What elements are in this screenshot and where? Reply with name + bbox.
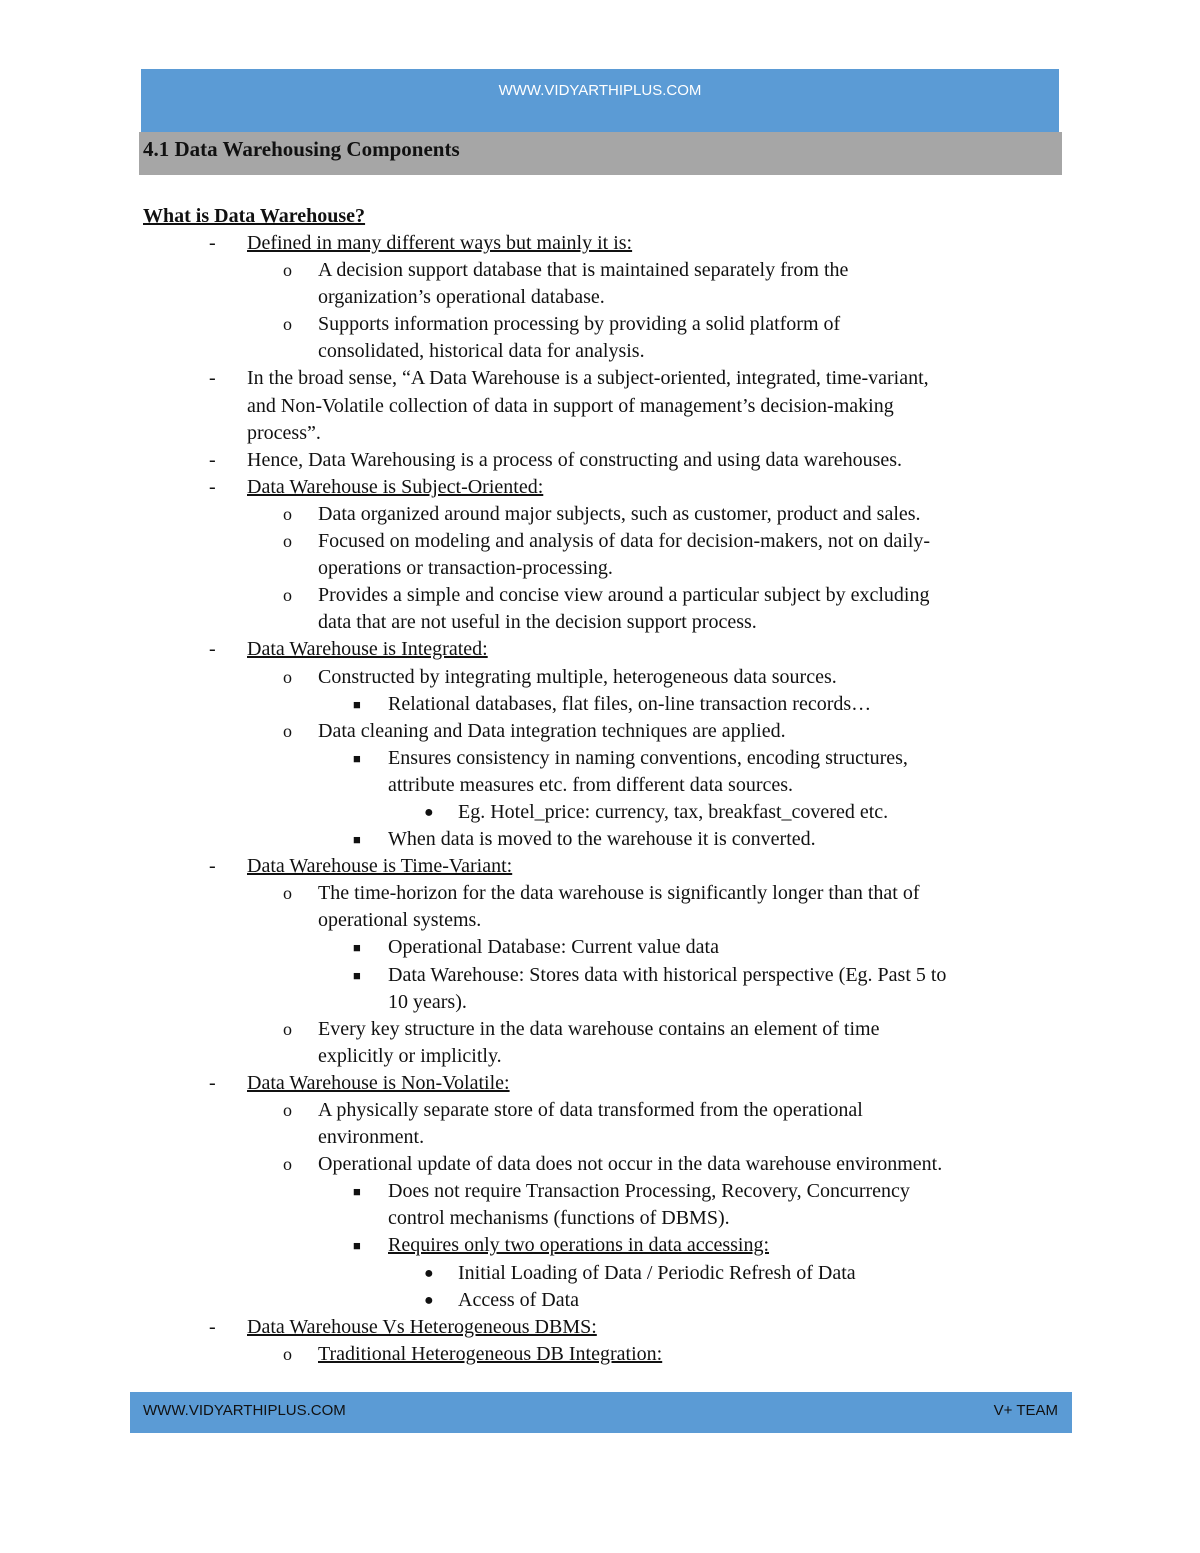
bullet-marker: -	[209, 1071, 216, 1094]
list-line-text: Data Warehouse is Time-Variant:	[247, 855, 513, 878]
list-line-text: A decision support database that is maintained separately from the	[318, 259, 849, 282]
list-line-text: 10 years).	[388, 990, 467, 1013]
list-line	[143, 718, 1068, 745]
list-line	[143, 1232, 1068, 1259]
bullet-marker: o	[283, 503, 292, 524]
list-line	[143, 1314, 1068, 1341]
list-line	[143, 555, 1068, 582]
bullet-marker: o	[283, 1100, 292, 1120]
header-site-text: WWW.VIDYARTHIPLUS.COM	[498, 82, 702, 99]
bullet-marker: o	[283, 1018, 292, 1039]
list-line-text: The time-horizon for the data warehouse is significantly longer than that of	[318, 882, 920, 905]
list-line	[143, 853, 1068, 880]
bullet-marker: o	[283, 314, 292, 335]
list-line-text: Ensures consistency in naming conventions, encoding structures,	[388, 746, 908, 769]
bullet-marker: -	[209, 475, 216, 498]
bullet-marker: o	[283, 1154, 292, 1175]
list-line	[143, 1151, 1068, 1178]
list-line	[143, 799, 1068, 826]
list-line	[143, 691, 1068, 718]
list-line-text: When data is moved to the warehouse it is converted.	[388, 828, 816, 851]
bullet-marker: ■	[353, 696, 361, 712]
list-line	[143, 772, 1068, 799]
section-title: 4.1 Data Warehousing Components	[143, 137, 460, 161]
document-body	[143, 203, 1068, 1368]
bullet-marker: ■	[353, 750, 361, 766]
list-line-text: Data Warehouse is Non-Volatile:	[247, 1071, 510, 1094]
list-line	[143, 1097, 1068, 1124]
list-line	[143, 582, 1068, 609]
bullet-marker: o	[283, 666, 292, 687]
list-line	[143, 257, 1068, 284]
list-line	[143, 907, 1068, 934]
footer-team-text: V+ TEAM	[993, 1402, 1058, 1419]
list-line	[143, 826, 1068, 853]
list-line-text: operations or transaction-processing.	[318, 557, 613, 580]
list-line-text: Relational databases, flat files, on-line transaction records…	[388, 692, 872, 715]
list-line-text: A physically separate store of data transformed from the operational	[318, 1099, 863, 1121]
bullet-marker: ■	[353, 967, 361, 983]
bullet-marker: ●	[424, 803, 434, 821]
list-line	[143, 393, 1068, 420]
list-line	[143, 528, 1068, 555]
bullet-marker: o	[283, 1343, 292, 1364]
list-line	[143, 447, 1068, 474]
bullet-marker: o	[283, 531, 292, 552]
list-line	[143, 1124, 1068, 1151]
bullet-marker: -	[209, 1315, 216, 1338]
list-line-text: Data cleaning and Data integration techniques are applied.	[318, 719, 786, 742]
bullet-marker: -	[209, 855, 216, 878]
bullet-marker: ■	[353, 1184, 361, 1200]
list-line-text: Data Warehouse is Integrated:	[247, 638, 488, 661]
list-line-text: Constructed by integrating multiple, heterogeneous data sources.	[318, 665, 837, 688]
list-line-text: explicitly or implicitly.	[318, 1044, 502, 1067]
list-line	[143, 365, 1068, 392]
list-line-text: Operational update of data does not occur in the data warehouse environment.	[318, 1153, 943, 1176]
list-line	[143, 880, 1068, 907]
bullet-marker: o	[283, 720, 292, 741]
list-line	[143, 1260, 1068, 1287]
bullet-marker: -	[209, 638, 216, 661]
list-line	[143, 501, 1068, 528]
list-line-text: control mechanisms (functions of DBMS).	[388, 1207, 730, 1230]
list-line	[143, 1205, 1068, 1232]
list-line	[143, 230, 1068, 257]
bullet-marker: o	[283, 585, 292, 606]
bullet-marker: ■	[353, 940, 361, 956]
list-line	[143, 609, 1068, 636]
list-line-text: consolidated, historical data for analysis.	[318, 340, 645, 363]
list-line	[143, 1043, 1068, 1070]
list-line-text: Focused on modeling and analysis of data for decision-makers, not on daily-	[318, 530, 931, 553]
list-line	[143, 1178, 1068, 1205]
bullet-marker: ■	[353, 1238, 361, 1254]
list-line	[143, 1070, 1068, 1097]
list-line-text: Data Warehouse: Stores data with historical perspective (Eg. Past 5 to	[388, 963, 947, 986]
list-line-text: Requires only two operations in data accessing:	[388, 1234, 770, 1257]
list-line	[143, 284, 1068, 311]
bullet-marker: ●	[424, 1291, 434, 1309]
bullet-marker: -	[209, 232, 216, 254]
bullet-marker: ●	[424, 1264, 434, 1282]
list-line-text: Operational Database: Current value data	[388, 936, 719, 959]
list-line-text: Data Warehouse is Subject-Oriented:	[247, 475, 544, 498]
list-line-text: data that are not useful in the decision support process.	[318, 611, 757, 634]
bullet-list	[143, 230, 1068, 1368]
list-line-text: Initial Loading of Data / Periodic Refresh of Data	[458, 1261, 856, 1284]
list-line-text: organization’s operational database.	[318, 286, 605, 309]
list-line-text: Provides a simple and concise view around a particular subject by excluding	[318, 584, 930, 607]
bullet-marker: o	[283, 883, 292, 904]
list-line-text: Data organized around major subjects, such as customer, product and sales.	[318, 502, 921, 525]
list-line	[143, 989, 1068, 1016]
bullet-marker: -	[209, 367, 216, 390]
list-line	[143, 420, 1068, 447]
list-line	[143, 338, 1068, 365]
list-line	[143, 1287, 1068, 1314]
list-line-text: Traditional Heterogeneous DB Integration:	[318, 1342, 663, 1365]
bullet-marker: -	[209, 448, 216, 471]
list-line-text: and Non-Volatile collection of data in support of management’s decision-making	[247, 394, 894, 417]
list-line	[143, 934, 1068, 961]
list-line-text: Does not require Transaction Processing, Recovery, Concurrency	[388, 1180, 910, 1203]
list-line-text: Eg. Hotel_price: currency, tax, breakfast_covered etc.	[458, 800, 889, 823]
list-line	[143, 664, 1068, 691]
list-line-text: Defined in many different ways but mainly it is:	[247, 232, 633, 254]
bullet-marker: ■	[353, 832, 361, 848]
list-line-text: Supports information processing by providing a solid platform of	[318, 313, 841, 336]
header-bar	[141, 69, 1059, 133]
list-line	[143, 962, 1068, 989]
list-line-text: environment.	[318, 1126, 425, 1149]
list-line-text: In the broad sense, “A Data Warehouse is a subject-oriented, integrated, time-variant,	[247, 367, 929, 390]
list-line-text: process”.	[247, 421, 321, 444]
list-line	[143, 636, 1068, 663]
footer-site-text: WWW.VIDYARTHIPLUS.COM	[143, 1402, 346, 1419]
list-line-text: operational systems.	[318, 909, 482, 932]
list-line-text: Every key structure in the data warehouse contains an element of time	[318, 1017, 880, 1040]
page-heading: What is Data Warehouse?	[143, 205, 366, 227]
bullet-marker: o	[283, 260, 292, 281]
list-line-text: attribute measures etc. from different data sources.	[388, 773, 794, 796]
list-line	[143, 474, 1068, 501]
list-line	[143, 311, 1068, 338]
list-line-text: Data Warehouse Vs Heterogeneous DBMS:	[247, 1315, 597, 1338]
list-line-text: Hence, Data Warehousing is a process of constructing and using data warehouses.	[247, 448, 903, 471]
list-line	[143, 1341, 1068, 1368]
list-line-text: Access of Data	[458, 1288, 580, 1311]
list-line	[143, 1016, 1068, 1043]
list-line	[143, 745, 1068, 772]
